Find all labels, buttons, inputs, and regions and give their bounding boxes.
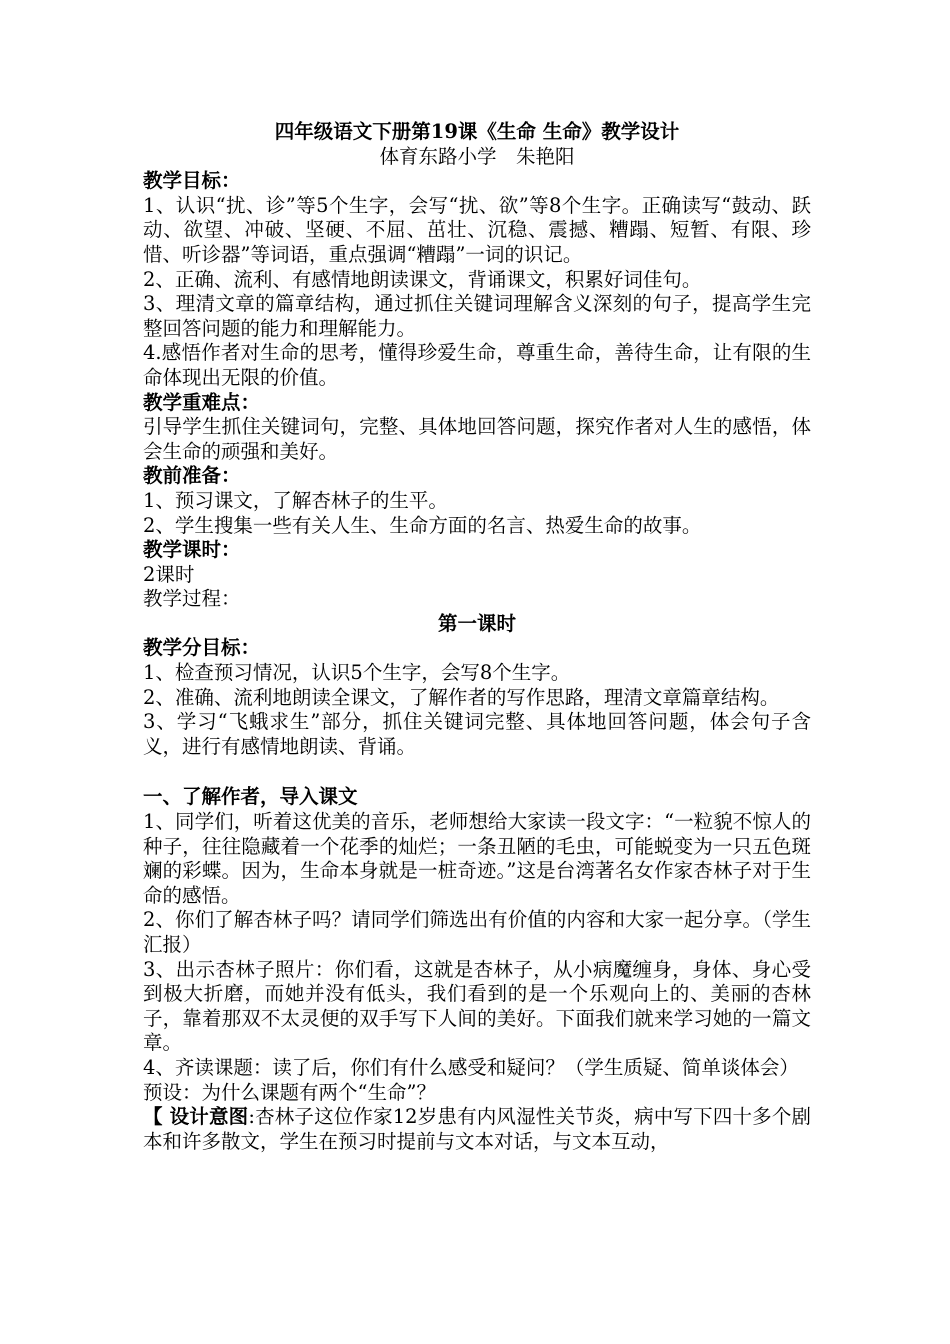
goal-item-1: 1、认识“扰、诊”等5个生字，会写“扰、欲”等8个生字。正确读写“鼓动、跃动、欲望、冲破、坚硬、不屈、茁壮、沉稳、震撼、糟蹋、短暂、有限、珍惜、听诊器”等词语，重点强调“糟蹋”一词的识记。 <box>143 193 811 266</box>
step-item-2: 2、你们了解杏林子吗？请同学们筛选出有价值的内容和大家一起分享。（学生汇报） <box>143 908 811 956</box>
page-title: 四年级语文下册第19课《生命 生命》教学设计 <box>274 120 680 143</box>
goals-heading: 教学目标： <box>143 169 241 193</box>
sub-goal-item-2: 2、准确、流利地朗读全课文，了解作者的写作思路，理清文章篇章结构。 <box>143 685 780 709</box>
sub-goal-item-3: 3、学习“飞蛾求生”部分，抓住关键词完整、具体地回答问题，体会句子含义，进行有感情地朗读、背诵。 <box>143 710 811 758</box>
process-label: 教学过程： <box>143 587 241 611</box>
step-item-4: 4、齐读课题：读了后，你们有什么感受和疑问？（学生质疑、简单谈体会） <box>143 1055 799 1079</box>
sub-goals-heading: 教学分目标： <box>143 636 261 660</box>
design-intent-label: 【 设计意图 <box>143 1105 249 1129</box>
design-intent-paragraph <box>143 1105 811 1154</box>
sub-goal-item-1: 1、检查预习情况，认识5个生字，会写8个生字。 <box>143 661 571 685</box>
step-item-3: 3、出示杏林子照片：你们看，这就是杏林子，从小病魔缠身，身体、身心受到极大折磨，而她并没有低头，我们看到的是一个乐观向上的、美丽的杏林子，靠着那双不太灵便的双手写下人间的美好。下面我们就来学习她的一篇文章。 <box>143 957 811 1055</box>
key-points-text: 引导学生抓住关键词句，完整、具体地回答问题，探究作者对人生的感悟，体会生命的顽强和美好。 <box>143 415 811 463</box>
section-one-heading: 一、了解作者，导入课文 <box>143 785 358 809</box>
goal-item-2: 2、正确、流利、有感情地朗读课文，背诵课文，积累好词佳句。 <box>143 267 702 291</box>
preset-text: 预设：为什么课题有两个“生命”？ <box>143 1080 436 1104</box>
spacer <box>143 759 811 785</box>
document-body <box>143 120 811 1154</box>
preparation-heading: 教前准备： <box>143 464 241 488</box>
step-item-1: 1、同学们，听着这优美的音乐，老师想给大家读一段文字：“一粒貌不惊人的种子，往往隐藏着一个花季的灿烂；一条丑陋的毛虫，可能蜕变为一只五色斑斓的彩蝶。因为，生命本身就是一桩奇迹。”这是台湾著名女作家杏林子对于生命的感悟。 <box>143 810 811 907</box>
class-hours-heading: 教学课时： <box>143 538 241 562</box>
preparation-item-2: 2、学生搜集一些有关人生、生命方面的名言、热爱生命的故事。 <box>143 513 702 537</box>
goal-item-3: 3、理清文章的篇章结构，通过抓住关键词理解含义深刻的句子，提高学生完整回答问题的能力和理解能力。 <box>143 292 811 340</box>
preparation-item-1: 1、预习课文，了解杏林子的生平。 <box>143 488 448 512</box>
class-hours-text: 2课时 <box>143 562 195 586</box>
key-points-heading: 教学重难点： <box>143 390 261 414</box>
design-intent-text: :杏林子这位作家12岁患有内风湿性关节炎，病中写下四十多个剧本和许多散文，学生在预习时提前与文本对话，与文本互动， <box>143 1105 811 1153</box>
author-line: 体育东路小学 朱艳阳 <box>379 144 575 168</box>
lesson-one-heading: 第一课时 <box>437 611 516 635</box>
goal-item-4: 4.感悟作者对生命的思考，懂得珍爱生命，尊重生命，善待生命，让有限的生命体现出无限的价值。 <box>143 341 811 389</box>
